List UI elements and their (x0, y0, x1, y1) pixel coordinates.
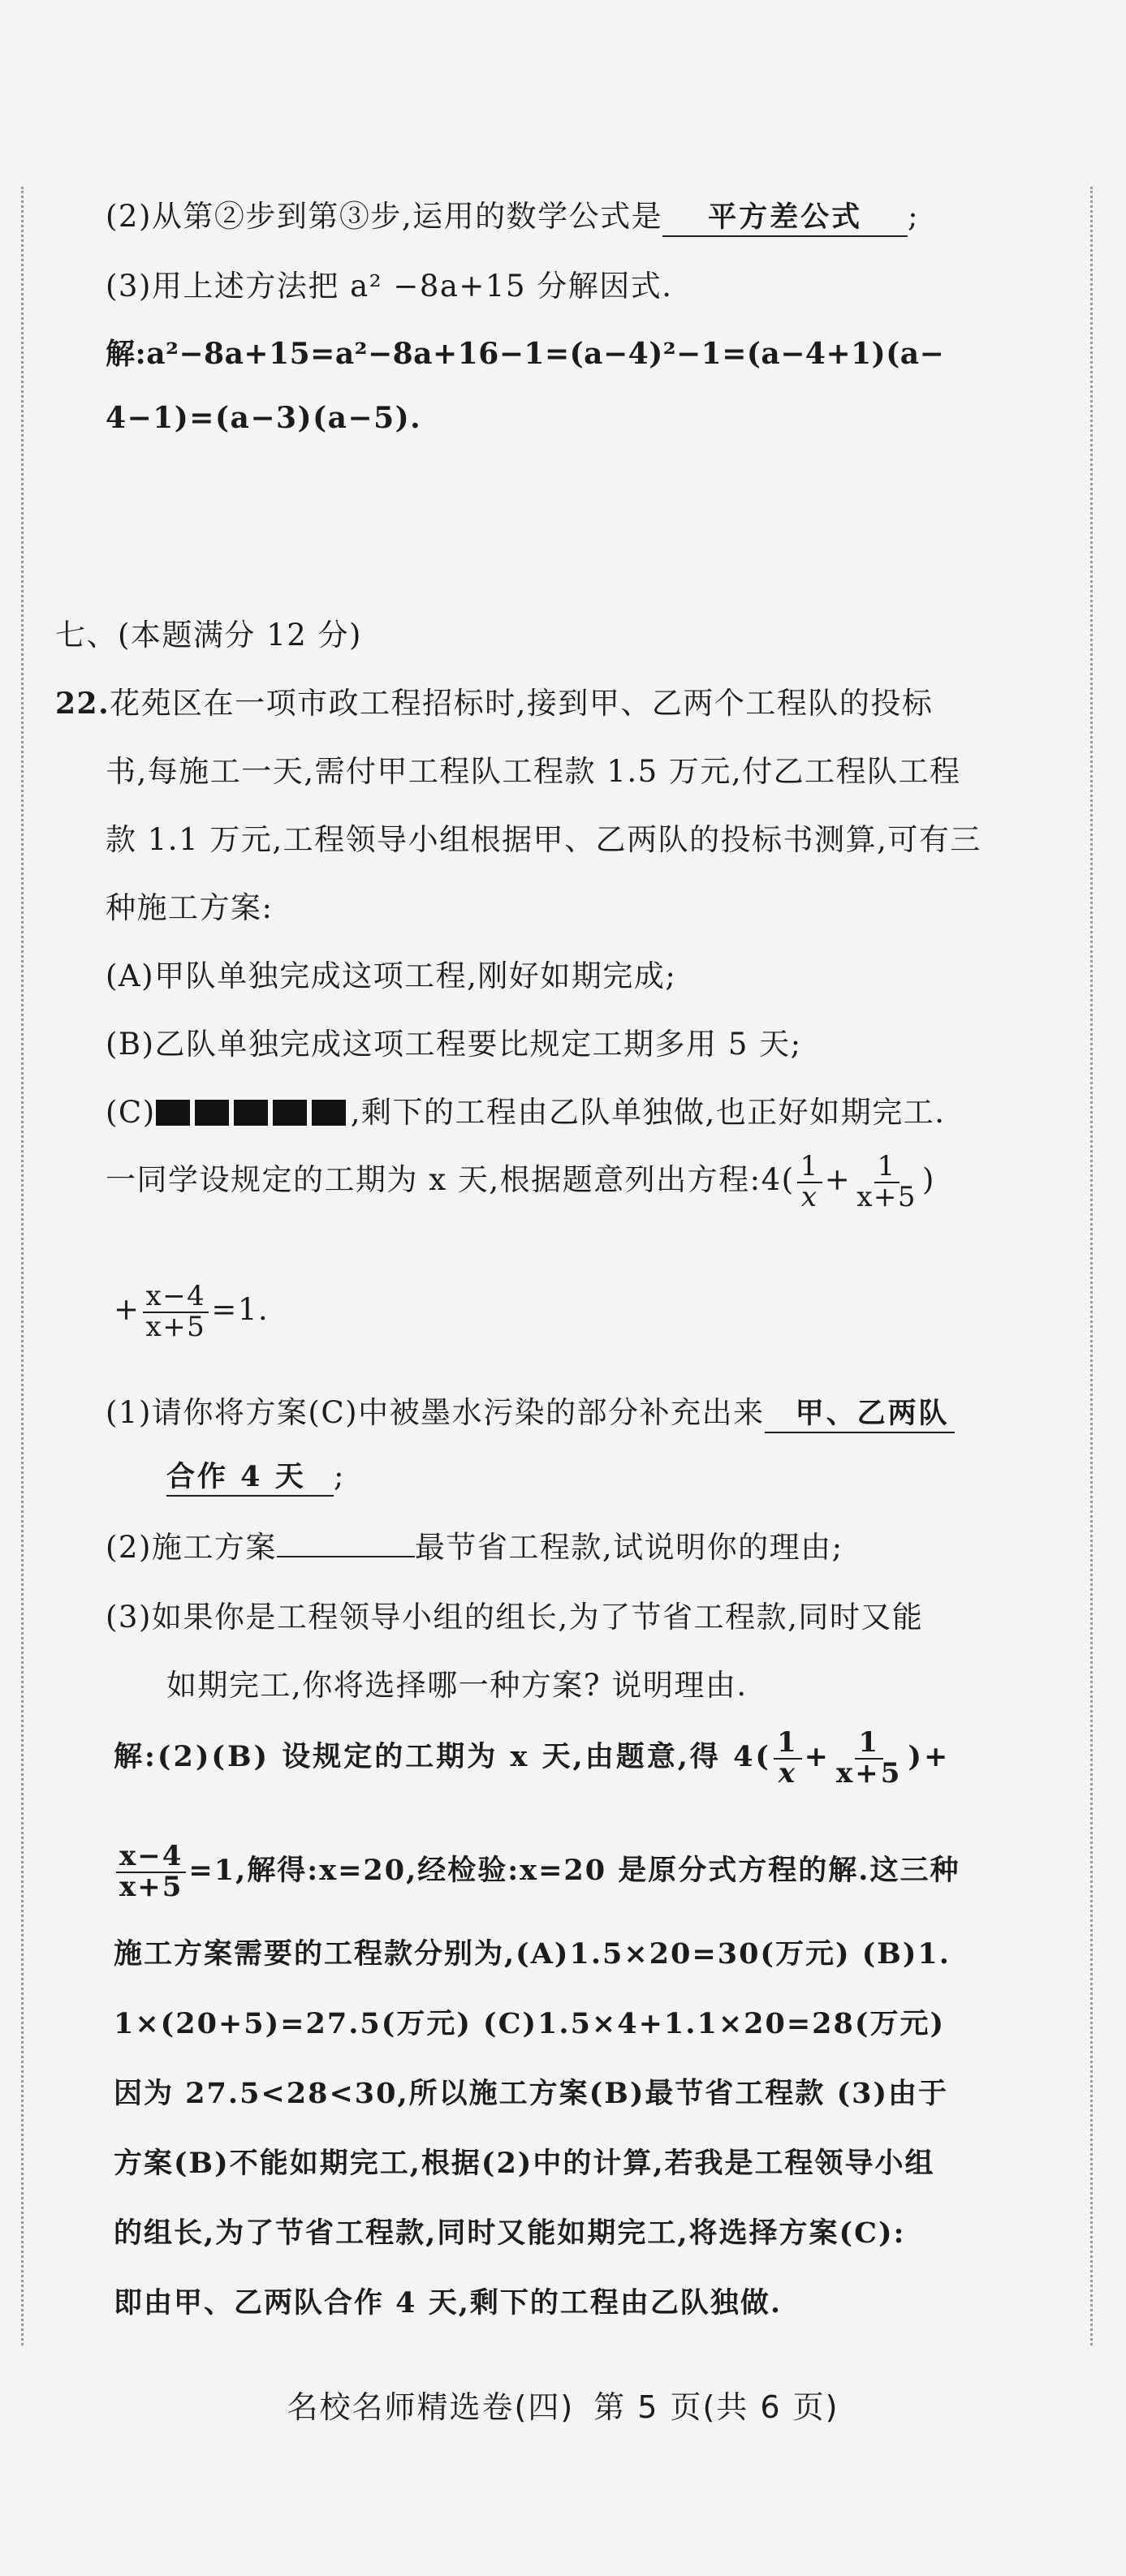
equation-line-2: + $\frac{x-4}{x+5}$ =1. (114, 1280, 270, 1343)
solution-2-line-8: 即由甲、乙两队合作 4 天,剩下的工程由乙队独做. (114, 2286, 783, 2320)
sub-question-2: (2)施工方案 最节省工程款,试说明你的理由; (106, 1530, 843, 1565)
solution-2-line-5: 因为 27.5<28<30,所以施工方案(B)最节省工程款 (3)由于 (114, 2077, 949, 2110)
page-footer (0, 2382, 1126, 2427)
fraction-1-over-x: $\frac{1}{x}$ (797, 1152, 822, 1212)
problem-22-line-3: 款 1.1 万元,工程领导小组根据甲、乙两队的投标书测算,可有三 (106, 822, 981, 857)
option-c-suffix: ,剩下的工程由乙队单独做,也正好如期完工. (350, 1095, 946, 1130)
section-7-heading: 七、(本题满分 12 分) (55, 618, 362, 653)
solution-2-line-3: 施工方案需要的工程款分别为,(A)1.5×20=30(万元) (B)1. (114, 1937, 951, 1971)
solution-fraction-1-over-x-plus-5: $\frac{1}{x+5}$ (836, 1726, 903, 1790)
ink-blot (156, 1100, 190, 1126)
fraction-1-over-x-plus-5: $\frac{1}{x+5}$ (856, 1150, 917, 1213)
ink-blot (312, 1100, 346, 1126)
sub-question-1-answer-b: 合作 4 天 (166, 1454, 334, 1497)
sub-question-1-answer-a: 甲、乙两队 (765, 1391, 955, 1433)
sub-question-1-line-1: (1)请你将方案(C)中被墨水污染的部分补充出来 甲、乙两队 (106, 1388, 955, 1433)
problem-22-line-4: 种施工方案: (106, 890, 274, 925)
solution-2-line-4: 1×(20+5)=27.5(万元) (C)1.5×4+1.1×20=28(万元) (114, 2007, 946, 2040)
equation-line-1: 一同学设规定的工期为 x 天,根据题意列出方程:4( $\frac{1}{x}$ + $\frac{1}{x+5}$ ) (106, 1150, 935, 1213)
solution-2-line-2: $\frac{x-4}{x+5}$ =1,解得:x=20,经检验:x=20 是原分式方程的解.这三种 (114, 1842, 960, 1902)
problem-22-line-2: 书,每施工一天,需付甲工程队工程款 1.5 万元,付乙工程队工程 (106, 754, 961, 789)
question-2-answer: 平方差公式 (662, 195, 908, 237)
question-3-text: (3)用上述方法把 a² −8a+15 分解因式. (106, 269, 673, 304)
problem-22-line-1 (55, 678, 933, 722)
solution-2-line-6: 方案(B)不能如期完工,根据(2)中的计算,若我是工程领导小组 (114, 2147, 935, 2180)
sub-question-2-blank (277, 1556, 415, 1557)
option-c-prefix: (C) (106, 1095, 156, 1130)
ink-blot (273, 1100, 307, 1126)
option-b: (B)乙队单独完成这项工程要比规定工期多用 5 天; (106, 1027, 802, 1062)
equation-intro: 一同学设规定的工期为 x 天,根据题意列出方程:4( (106, 1162, 795, 1198)
question-2-end: ; (908, 199, 920, 234)
solution-2-line-7: 的组长,为了节省工程款,同时又能如期完工,将选择方案(C): (114, 2216, 906, 2250)
question-2-line (106, 192, 919, 237)
solution-1-line-1: 解:a²−8a+15=a²−8a+16−1=(a−4)²−1=(a−4+1)(a− (106, 337, 945, 371)
left-margin-dotted-line (21, 187, 24, 2346)
question-2-text: (2)从第②步到第③步,运用的数学公式是 (106, 199, 663, 234)
problem-22-number: 22. (55, 687, 110, 721)
footer-title: 名校名师精选卷(四) (287, 2389, 575, 2425)
solution-fraction-x-minus-4-over-x-plus-5: $\frac{x-4}{x+5}$ (116, 1842, 186, 1902)
ink-blot (234, 1100, 268, 1126)
sub-question-3-line-2: 如期完工,你将选择哪一种方案? 说明理由. (166, 1668, 748, 1703)
fraction-x-minus-4-over-x-plus-5: $\frac{x-4}{x+5}$ (143, 1282, 209, 1342)
sub-question-1-line-2: 合作 4 天 ; (166, 1454, 345, 1497)
solution-1-line-2: 4−1)=(a−3)(a−5). (106, 401, 422, 435)
sub-question-3-line-1: (3)如果你是工程领导小组的组长,为了节省工程款,同时又能 (106, 1600, 924, 1635)
equation-close-paren: ) (922, 1162, 935, 1198)
footer-page-number: 第 5 页(共 6 页) (593, 2389, 839, 2425)
right-margin-dotted-line (1090, 187, 1093, 2346)
option-c (106, 1088, 945, 1131)
solution-fraction-1-over-x: $\frac{1}{x}$ (774, 1729, 802, 1788)
ink-blot (195, 1100, 229, 1126)
problem-22-text-1: 花苑区在一项市政工程招标时,接到甲、乙两个工程队的投标 (110, 686, 934, 721)
option-a: (A)甲队单独完成这项工程,刚好如期完成; (106, 958, 677, 993)
solution-2-line-1: 解:(2)(B) 设规定的工期为 x 天,由题意,得 4( $\frac{1}{x}$ + $\frac{1}{x+5}$ )+ (114, 1726, 951, 1790)
